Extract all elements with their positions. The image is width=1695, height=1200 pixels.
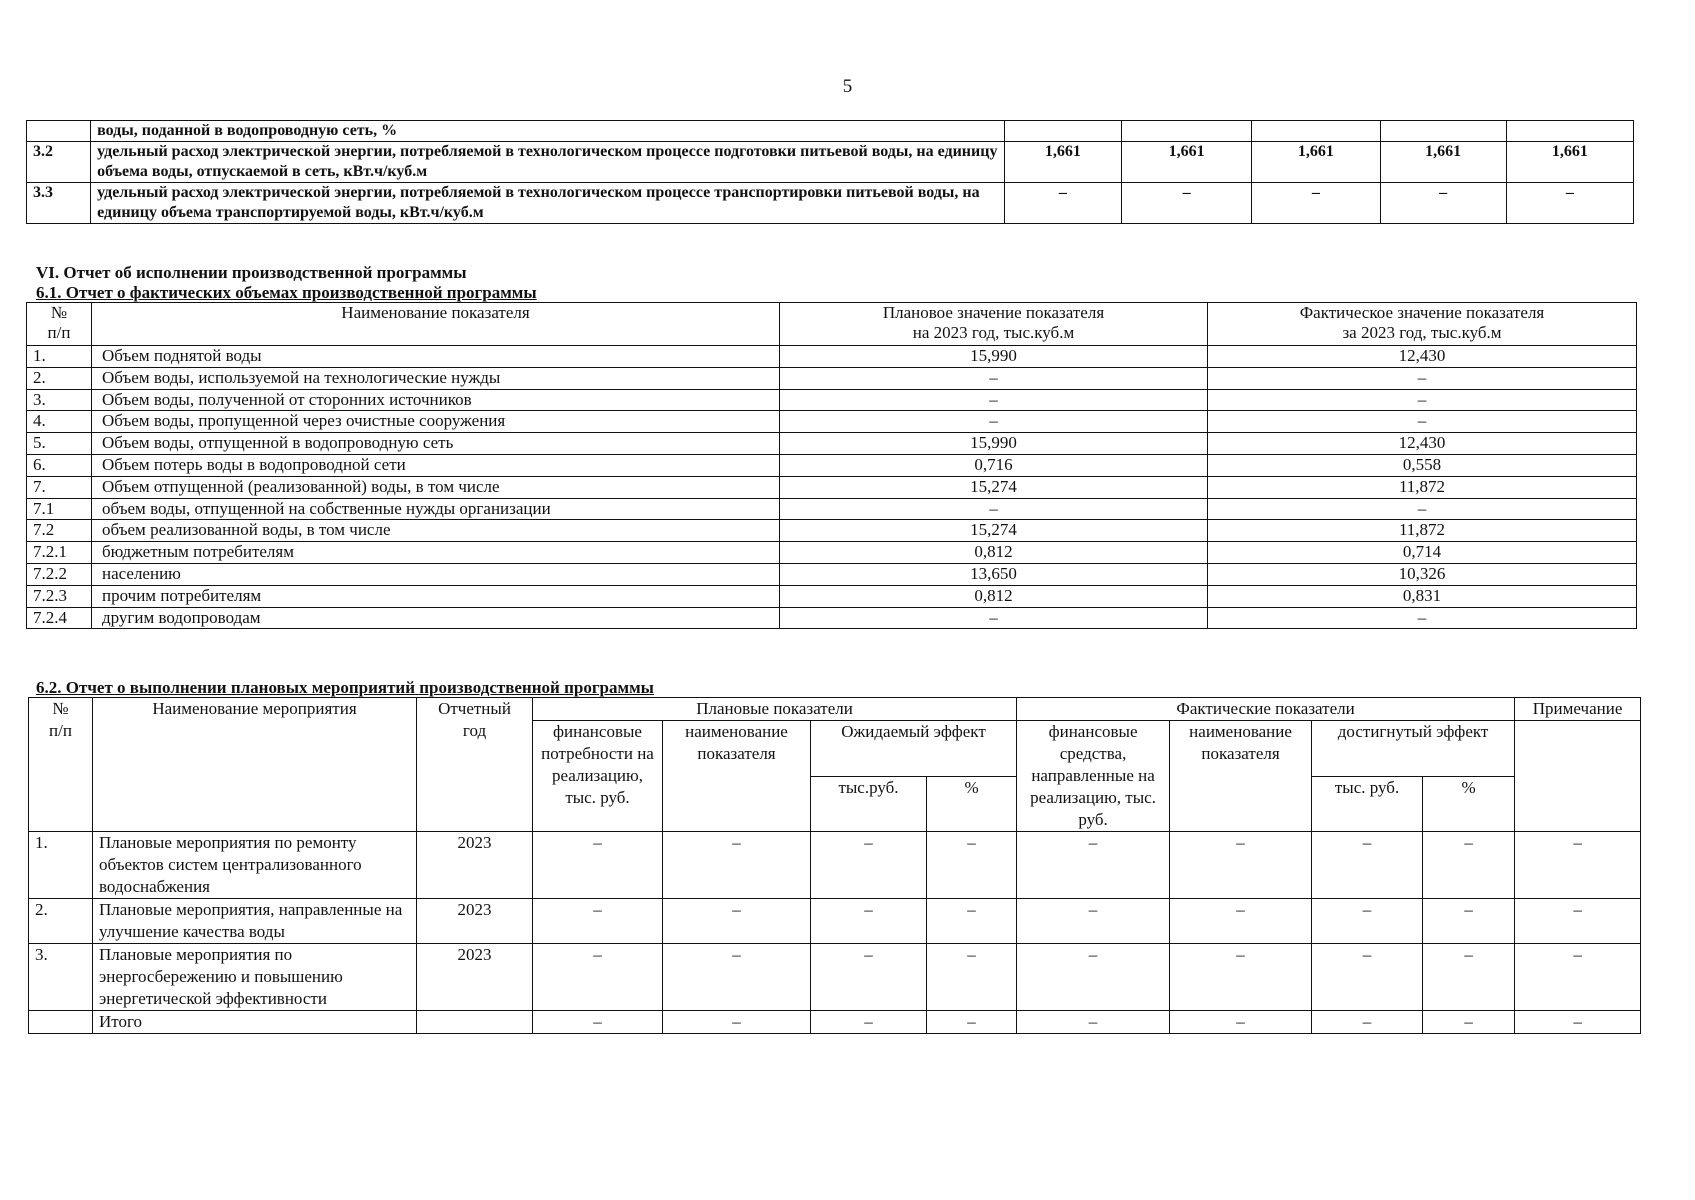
value-cell: – <box>1380 183 1506 224</box>
row-number: 7.2.3 <box>27 585 92 607</box>
row-number <box>29 1011 93 1034</box>
fact-value: – <box>1208 367 1637 389</box>
table-row <box>27 563 1637 585</box>
indicator-name: Объем потерь воды в водопроводной сети <box>92 454 780 476</box>
col-header-plan-effect: Ожидаемый эффект <box>811 721 1017 777</box>
row-number: 3. <box>29 944 93 1011</box>
indicator-name: прочим потребителям <box>92 585 780 607</box>
table-row <box>27 367 1637 389</box>
header-line: п/п <box>49 721 72 740</box>
row-number: 3.2 <box>27 142 91 183</box>
col-header-note: Примечание <box>1515 698 1641 721</box>
value-cell: 1,661 <box>1252 142 1380 183</box>
value-cell: – <box>1515 944 1641 1011</box>
row-number: 7.2.4 <box>27 607 92 629</box>
col-header-fact-pct: % <box>1423 776 1515 832</box>
fact-value: – <box>1208 389 1637 411</box>
col-header-plan-pct: % <box>927 776 1017 832</box>
fact-value: 0,831 <box>1208 585 1637 607</box>
indicator-name: удельный расход электрической энергии, потребляемой в технологическом процессе транспортировки питьевой воды, на единицу объема транспортируемой воды, кВт.ч/куб.м <box>91 183 1005 224</box>
row-number: 7. <box>27 476 92 498</box>
table-row <box>27 498 1637 520</box>
fact-value: 12,430 <box>1208 433 1637 455</box>
plan-value: 15,274 <box>780 476 1208 498</box>
value-cell: – <box>663 899 811 944</box>
row-number: 7.2.1 <box>27 542 92 564</box>
value-cell: – <box>811 944 927 1011</box>
col-header-fact <box>1208 303 1637 346</box>
value-cell: 1,661 <box>1380 142 1506 183</box>
col-header-number <box>27 303 92 346</box>
table-row <box>27 607 1637 629</box>
indicator-name: воды, поданной в водопроводную сеть, % <box>91 121 1005 142</box>
value-cell: – <box>1312 944 1423 1011</box>
subsection-title-6-2: 6.2. Отчет о выполнении плановых мероприятий производственной программы <box>36 678 654 697</box>
value-cell: – <box>1252 183 1380 224</box>
value-cell: – <box>663 944 811 1011</box>
row-number: 3. <box>27 389 92 411</box>
table-row <box>27 433 1637 455</box>
value-cell: – <box>533 1011 663 1034</box>
value-cell: – <box>811 899 927 944</box>
indicator-name: населению <box>92 563 780 585</box>
value-cell: – <box>1312 899 1423 944</box>
row-number: 1. <box>27 346 92 368</box>
indicator-name: Объем воды, полученной от сторонних источников <box>92 389 780 411</box>
row-number <box>27 121 91 142</box>
energy-consumption-table <box>26 120 1634 224</box>
table-row <box>27 346 1637 368</box>
row-number: 6. <box>27 454 92 476</box>
indicator-name: другим водопроводам <box>92 607 780 629</box>
indicator-name: Объем воды, пропущенной через очистные сооружения <box>92 411 780 433</box>
table-row <box>27 585 1637 607</box>
value-cell: – <box>1312 1011 1423 1034</box>
row-number: 7.2 <box>27 520 92 542</box>
value-cell: – <box>1122 183 1252 224</box>
value-cell: – <box>1423 1011 1515 1034</box>
col-header-fact-finance: финансовые средства, направленные на реализацию, тыс. руб. <box>1017 721 1170 832</box>
page-number: 5 <box>842 76 853 97</box>
value-cell: – <box>1170 944 1312 1011</box>
indicator-name: объем воды, отпущенной на собственные нужды организации <box>92 498 780 520</box>
value-cell: – <box>1017 899 1170 944</box>
row-number: 3.3 <box>27 183 91 224</box>
table-row <box>27 389 1637 411</box>
header-line: Отчетный <box>438 699 511 718</box>
table-row <box>27 183 1634 224</box>
report-year <box>417 1011 533 1034</box>
value-cell: – <box>1506 183 1633 224</box>
value-cell <box>1004 121 1121 142</box>
table-row <box>29 899 1641 944</box>
col-header-year <box>417 698 533 832</box>
report-year: 2023 <box>417 944 533 1011</box>
value-cell: – <box>1170 899 1312 944</box>
header-line: за 2023 год, тыс.куб.м <box>1342 323 1502 342</box>
value-cell: – <box>1515 832 1641 899</box>
value-cell: – <box>811 1011 927 1034</box>
value-cell: – <box>1515 899 1641 944</box>
table-row <box>27 411 1637 433</box>
fact-value: – <box>1208 607 1637 629</box>
header-line: на 2023 год, тыс.куб.м <box>912 323 1075 342</box>
indicator-name: Объем отпущенной (реализованной) воды, в том числе <box>92 476 780 498</box>
plan-value: – <box>780 607 1208 629</box>
plan-value: 13,650 <box>780 563 1208 585</box>
row-number: 7.1 <box>27 498 92 520</box>
header-line: Фактическое значение показателя <box>1299 303 1545 322</box>
measure-name: Плановые мероприятия, направленные на улучшение качества воды <box>93 899 417 944</box>
table-row <box>27 476 1637 498</box>
fact-value: 10,326 <box>1208 563 1637 585</box>
col-header-plan <box>780 303 1208 346</box>
report-year: 2023 <box>417 899 533 944</box>
table-row <box>29 832 1641 899</box>
fact-value: 0,714 <box>1208 542 1637 564</box>
header-line: п/п <box>47 323 71 342</box>
col-header-plan-rub: тыс.руб. <box>811 776 927 832</box>
col-header-fact-indicator: наименование показателя <box>1170 721 1312 832</box>
plan-value: 15,274 <box>780 520 1208 542</box>
plan-value: – <box>780 389 1208 411</box>
measure-name: Итого <box>93 1011 417 1034</box>
table-total-row <box>29 1011 1641 1034</box>
value-cell: – <box>927 832 1017 899</box>
fact-value: 0,558 <box>1208 454 1637 476</box>
value-cell: – <box>533 899 663 944</box>
col-group-fact: Фактические показатели <box>1017 698 1515 721</box>
col-header-measure-name: Наименование мероприятия <box>93 698 417 832</box>
indicator-name: Объем воды, отпущенной в водопроводную сеть <box>92 433 780 455</box>
plan-value: 0,716 <box>780 454 1208 476</box>
row-number: 4. <box>27 411 92 433</box>
table-header-row <box>29 698 1641 721</box>
value-cell: – <box>927 944 1017 1011</box>
plan-value: – <box>780 498 1208 520</box>
col-group-plan: Плановые показатели <box>533 698 1017 721</box>
row-number: 2. <box>29 899 93 944</box>
value-cell: – <box>1423 944 1515 1011</box>
row-number: 7.2.2 <box>27 563 92 585</box>
row-number: 5. <box>27 433 92 455</box>
plan-value: 15,990 <box>780 433 1208 455</box>
planned-measures-table <box>28 697 1641 1034</box>
col-header-number <box>29 698 93 832</box>
value-cell: 1,661 <box>1506 142 1633 183</box>
header-line: № <box>50 303 68 322</box>
col-header-name: Наименование показателя <box>92 303 780 346</box>
table-row <box>27 542 1637 564</box>
value-cell: 1,661 <box>1004 142 1121 183</box>
value-cell <box>1506 121 1633 142</box>
production-volumes-table <box>26 302 1637 629</box>
fact-value: 12,430 <box>1208 346 1637 368</box>
value-cell: – <box>663 1011 811 1034</box>
value-cell: – <box>1017 832 1170 899</box>
header-line: Плановое значение показателя <box>882 303 1105 322</box>
value-cell: – <box>927 1011 1017 1034</box>
indicator-name: объем реализованной воды, в том числе <box>92 520 780 542</box>
value-cell: – <box>1017 944 1170 1011</box>
value-cell: – <box>1312 832 1423 899</box>
value-cell: – <box>1170 832 1312 899</box>
table-row <box>27 454 1637 476</box>
indicator-name: Объем поднятой воды <box>92 346 780 368</box>
measure-name: Плановые мероприятия по ремонту объектов систем централизованного водоснабжения <box>93 832 417 899</box>
fact-value: – <box>1208 411 1637 433</box>
value-cell: – <box>1017 1011 1170 1034</box>
subsection-title-6-1: 6.1. Отчет о фактических объемах производственной программы <box>36 283 537 302</box>
value-cell: – <box>811 832 927 899</box>
value-cell: – <box>1423 832 1515 899</box>
plan-value: – <box>780 367 1208 389</box>
value-cell: – <box>1004 183 1121 224</box>
table-row <box>27 142 1634 183</box>
fact-value: 11,872 <box>1208 476 1637 498</box>
measure-name: Плановые мероприятия по энергосбережению и повышению энергетической эффективности <box>93 944 417 1011</box>
value-cell <box>1122 121 1252 142</box>
table-header-row <box>27 303 1637 346</box>
value-cell: – <box>533 832 663 899</box>
section-title: VI. Отчет об исполнении производственной программы <box>36 263 467 282</box>
header-line: год <box>462 721 487 740</box>
header-line: № <box>52 699 69 718</box>
plan-value: 0,812 <box>780 542 1208 564</box>
indicator-name: удельный расход электрической энергии, потребляемой в технологическом процессе подготовки питьевой воды, на единицу объема воды, отпускаемой в сеть, кВт.ч/куб.м <box>91 142 1005 183</box>
value-cell: 1,661 <box>1122 142 1252 183</box>
col-header-note-blank <box>1515 721 1641 832</box>
row-number: 2. <box>27 367 92 389</box>
row-number: 1. <box>29 832 93 899</box>
col-header-fact-rub: тыс. руб. <box>1312 776 1423 832</box>
fact-value: 11,872 <box>1208 520 1637 542</box>
table-row <box>29 944 1641 1011</box>
indicator-name: бюджетным потребителям <box>92 542 780 564</box>
value-cell: – <box>1170 1011 1312 1034</box>
table-row <box>27 520 1637 542</box>
plan-value: 0,812 <box>780 585 1208 607</box>
value-cell: – <box>927 899 1017 944</box>
col-header-plan-finance: финансовые потребности на реализацию, тыс. руб. <box>533 721 663 832</box>
indicator-name: Объем воды, используемой на технологические нужды <box>92 367 780 389</box>
plan-value: – <box>780 411 1208 433</box>
table-row <box>27 121 1634 142</box>
plan-value: 15,990 <box>780 346 1208 368</box>
value-cell <box>1380 121 1506 142</box>
report-year: 2023 <box>417 832 533 899</box>
value-cell: – <box>1423 899 1515 944</box>
value-cell <box>1252 121 1380 142</box>
col-header-plan-indicator: наименование показателя <box>663 721 811 832</box>
col-header-fact-effect: достигнутый эффект <box>1312 721 1515 777</box>
value-cell: – <box>1515 1011 1641 1034</box>
value-cell: – <box>533 944 663 1011</box>
value-cell: – <box>663 832 811 899</box>
fact-value: – <box>1208 498 1637 520</box>
